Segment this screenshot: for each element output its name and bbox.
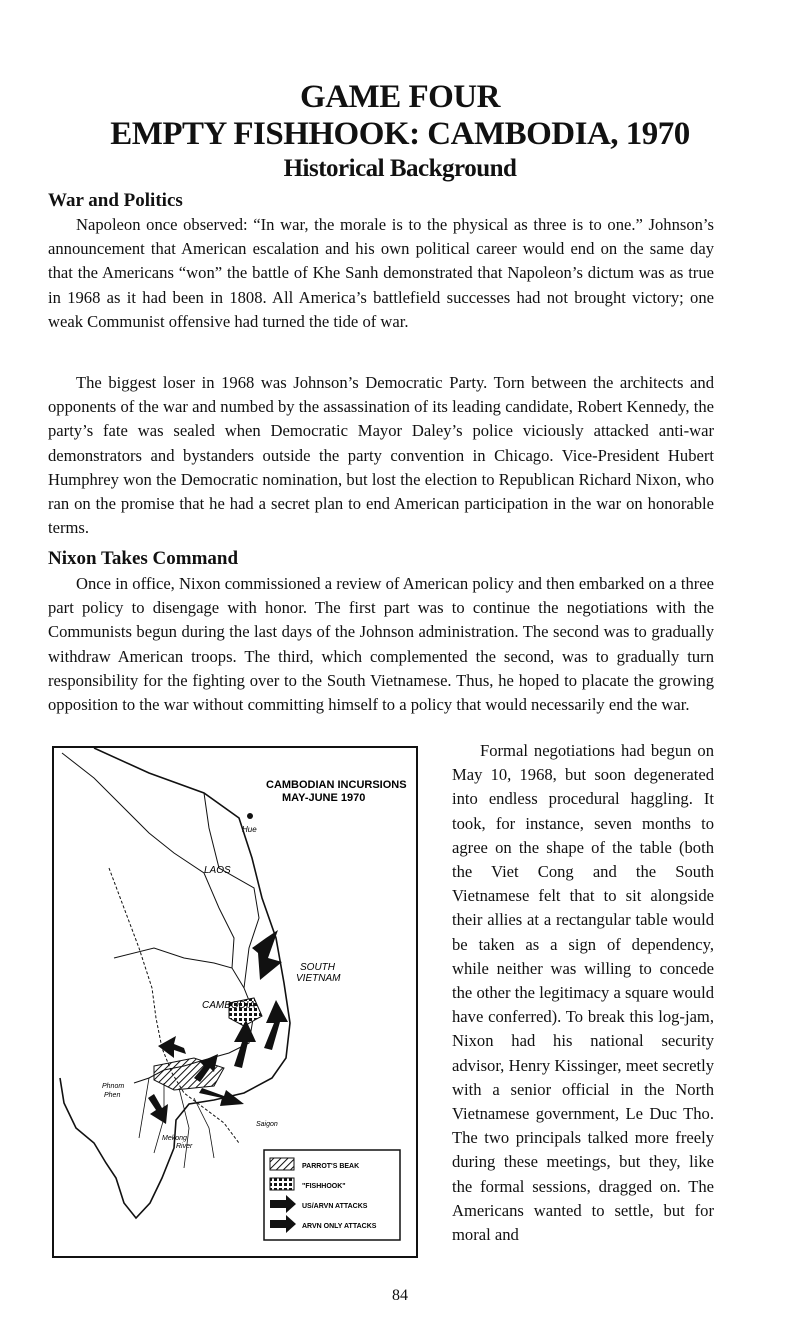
map-legend	[264, 1150, 400, 1240]
legend-us-arvn-attacks: US/ARVN ATTACKS	[302, 1203, 368, 1210]
map-drawing	[54, 748, 416, 1256]
label-phnom-penh-1: Phnom	[102, 1083, 125, 1090]
coastline	[60, 748, 290, 1218]
vietnam-border	[204, 793, 259, 988]
cambodian-incursions-map	[52, 746, 418, 1258]
section-title: Historical Background	[283, 155, 517, 182]
label-river-2: River	[176, 1143, 193, 1150]
paragraph-nixon-policy: Once in office, Nixon commissioned a review of American policy and then embarked on a three part policy to disengage with honor. The first part was to continue the negotiations with the Communists begun during the last days of the Johnson administration. The second was to gradually withdraw American troops. The third, which complemented the second, was to gradually turn responsibility for the fighting over to the South Vietnamese. Thus, he hoped to placate the growing opposition to the war without committing himself to a policy that would necessarily end the war.	[48, 574, 714, 715]
map-title-line2: MAY-JUNE 1970	[282, 792, 366, 804]
attack-arrows	[148, 930, 288, 1124]
heading-nixon-takes-command: Nixon Takes Command	[48, 548, 239, 569]
page-number: 84	[392, 1287, 408, 1304]
label-saigon: Saigon	[256, 1121, 278, 1128]
paragraph-negotiations: Formal negotiations had begun on May 10, 1968, but soon degenerated into endless procedural haggling. It took, for instance, seven months to agree on the shape of the table (both the Viet Cong and the South Vietnamese felt that to sit alongside their allies at a rectangular table would be taken as a sign of dependency, while neither was willing to concede the other the legitimacy a square would have conferred). To break this log-jam, Nixon had his national security advisor, Henry Kissinger, meet secretly with a senior official in the North Vietnamese government, Le Duc Tho. The two principals talked more freely during these meetings, but they, like the formal sessions, dragged on. The Americans wanted to settle, but for moral and	[452, 741, 714, 1245]
map-title-line1: CAMBODIAN INCURSIONS	[266, 779, 407, 791]
label-hue: Hue	[242, 825, 257, 834]
heading-war-and-politics: War and Politics	[48, 190, 183, 211]
legend-parrots-beak: PARROT'S BEAK	[302, 1163, 360, 1170]
label-south-vietnam-1: SOUTH	[300, 962, 335, 973]
label-south-vietnam-2: VIETNAM	[296, 973, 341, 984]
label-phnom-penh-2: Phen	[104, 1092, 121, 1099]
paragraph-democratic-party: The biggest loser in 1968 was Johnson’s Democratic Party. Torn between the architects and opponents of the war and numbed by the assassination of its leading candidate, Robert Kennedy, the party’s fate was sealed when Democratic Mayor Daley’s police viciously attacked anti-war demonstrators and bystanders outside the party convention in Chicago. Vice-President Hubert Humphrey won the Democratic nomination, but lost the election to Republican Richard Nixon, who ran on the promise that he had a secret plan to end American participation in the war on honorable terms.	[48, 373, 714, 538]
label-river-1: Mekong	[162, 1135, 187, 1142]
paragraph-napoleon: Napoleon once observed: “In war, the morale is to the physical as three is to one.” Johnson’s announcement that American escalation and his own political career would end on the same day that the Americans “won” the battle of Khe Sanh demonstrated that Napoleon’s dictum was as true in 1968 as it had been in 1808. All America’s battlefield successes had not brought victory; one weak Communist offensive had turned the tide of war.	[48, 215, 714, 331]
label-laos: LAOS	[204, 865, 231, 876]
scenario-title: EMPTY FISHHOOK: CAMBODIA, 1970	[110, 116, 690, 152]
label-cambodia: CAMBODIA	[202, 1000, 256, 1011]
laos-border	[62, 753, 234, 968]
legend-fishhook: "FISHHOOK"	[302, 1183, 346, 1190]
game-title: GAME FOUR	[300, 79, 500, 115]
legend-arvn-only-attacks: ARVN ONLY ATTACKS	[302, 1223, 377, 1230]
